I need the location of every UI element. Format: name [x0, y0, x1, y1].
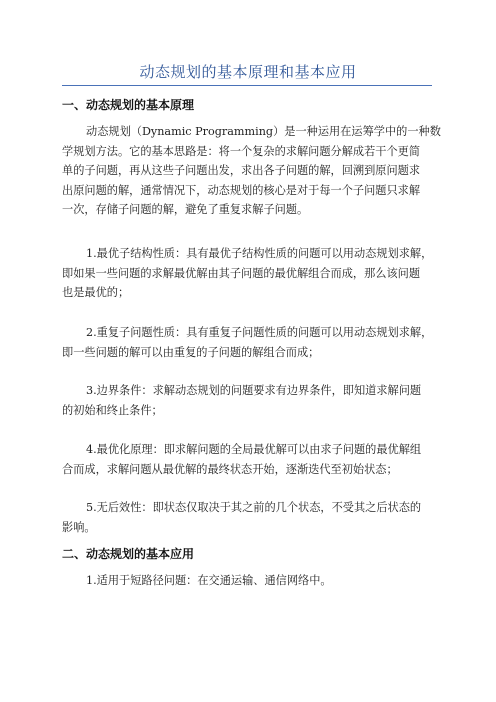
paragraph-line: 即一些问题的解可以由重复的子问题的解组合而成； [62, 345, 320, 359]
list-item-overlapping-subproblems [62, 323, 442, 362]
list-item-boundary-conditions [62, 381, 442, 420]
paragraph-line: 4.最优化原理：即求解问题的全局最优解可以由求子问题的最优解组 [86, 443, 422, 456]
paragraph-line: 也是最优的； [62, 286, 130, 300]
list-item-optimality-principle [62, 440, 442, 479]
list-item-shortest-path [62, 571, 442, 591]
paragraph-line: 2.重复子问题性质：具有重复子问题性质的问题可以用动态规划求解， [86, 326, 433, 339]
paragraph-line: 动态规划（Dynamic Programming）是一种运用在运筹学中的一种数 [86, 125, 441, 138]
paragraph-line: 影响。 [62, 520, 96, 534]
list-item-optimal-substructure [62, 244, 442, 303]
paragraph-line: 出原问题的解，通常情况下，动态规划的核心是对于每一个子问题只求解 [62, 183, 421, 197]
paragraph-line: 1.适用于短路径问题：在交通运输、通信网络中。 [86, 574, 332, 587]
section-1-heading: 一、动态规划的基本原理 [62, 98, 195, 112]
paragraph-line: 5.无后效性：即状态仅取决于其之前的几个状态，不受其之后状态的 [86, 501, 422, 514]
section-1-intro-paragraph [62, 122, 442, 220]
paragraph-line: 的初始和终止条件； [62, 403, 163, 417]
paragraph-line: 1.最优子结构性质：具有最优子结构性质的问题可以用动态规划求解， [86, 247, 433, 260]
paragraph-line: 一次，存储子问题的解，避免了重复求解子问题。 [62, 203, 309, 217]
paragraph-line: 即如果一些问题的求解最优解由其子问题的最优解组合而成，那么该问题 [62, 266, 421, 280]
paragraph-line: 合而成，求解问题从最优解的最终状态开始，逐渐迭代至初始状态； [62, 462, 398, 476]
section-2-heading: 二、动态规划的基本应用 [62, 547, 195, 561]
paragraph-line: 学规划方法。它的基本思路是：将一个复杂的求解问题分解成若干个更简 [62, 144, 421, 158]
paragraph-line: 单的子问题，再从这些子问题出发，求出各子问题的解，回溯到原问题求 [62, 164, 421, 178]
title-underline [62, 85, 432, 86]
list-item-no-aftereffect [62, 498, 442, 537]
document-title: 动态规划的基本原理和基本应用 [139, 63, 357, 81]
paragraph-line: 3.边界条件：求解动态规划的问题要求有边界条件，即知道求解问题 [86, 384, 422, 397]
